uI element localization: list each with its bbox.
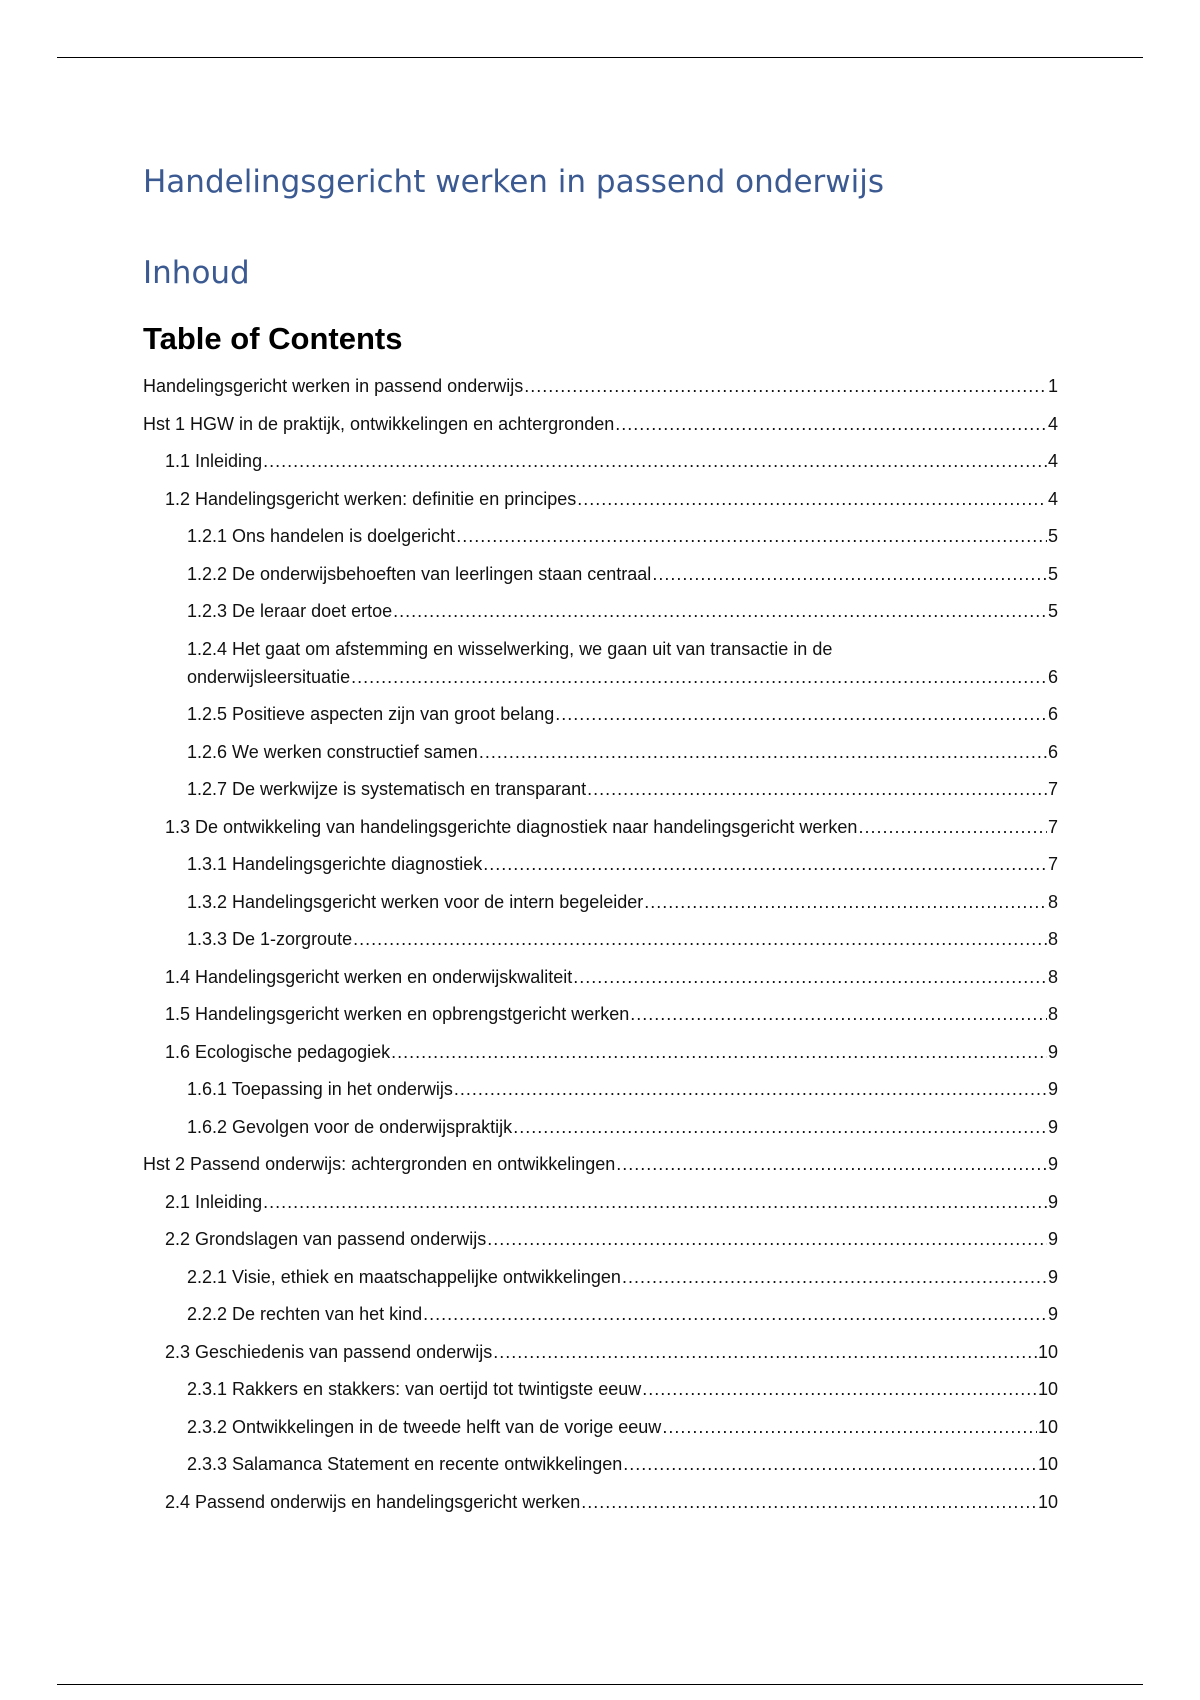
toc-entry[interactable] [143,775,1058,803]
toc-entry[interactable] [143,925,1058,953]
toc-entry-title: 2.3.2 Ontwikkelingen in de tweede helft van de vorige eeuw [187,1416,662,1437]
toc-entry-page-number: 4 [1047,488,1058,509]
toc-entry-row [187,663,1058,691]
toc-entry-page-number: 9 [1047,1304,1058,1324]
toc-entry[interactable] [143,410,1058,438]
toc-entry[interactable] [143,1338,1058,1366]
toc-dot-leader [524,372,1047,400]
toc-entry-title: 1.6.1 Toepassing in het onderwijs [187,1079,453,1099]
toc-entry-row [143,410,1058,438]
toc-dot-leader [263,1188,1047,1216]
toc-entry[interactable] [143,522,1058,550]
toc-dot-leader [662,1413,1037,1441]
toc-entry-page-number: 6 [1047,666,1058,687]
table-of-contents [143,372,1058,1525]
toc-entry-title: 1.3.2 Handelingsgericht werken voor de intern begeleider [187,891,644,912]
toc-entry[interactable] [143,1225,1058,1253]
toc-entry-row [187,925,1058,953]
toc-dot-leader [391,1038,1047,1066]
toc-entry-title: 1.2.3 De leraar doet ertoe [187,601,393,621]
toc-dot-leader [479,738,1047,766]
toc-entry-page-number: 9 [1047,1041,1058,1062]
toc-dot-leader [351,663,1047,691]
toc-entry[interactable] [143,888,1058,916]
toc-entry[interactable] [143,700,1058,728]
toc-entry-title: 2.3 Geschiedenis van passend onderwijs [165,1341,493,1362]
toc-entry-title: 1.6.2 Gevolgen voor de onderwijspraktijk [187,1116,513,1137]
toc-entry[interactable] [143,1300,1058,1328]
toc-dot-leader [353,925,1047,953]
toc-entry-page-number: 9 [1047,1229,1058,1249]
toc-entry[interactable] [143,1113,1058,1141]
toc-dot-leader [493,1338,1037,1366]
toc-dot-leader [456,522,1047,550]
toc-entry-title: 2.1 Inleiding [165,1191,263,1212]
toc-entry-title: onderwijsleersituatie [187,666,351,687]
toc-entry-row [187,1450,1058,1478]
toc-entry-page-number: 9 [1047,1191,1058,1212]
toc-entry-title: 1.2.5 Positieve aspecten zijn van groot belang [187,704,555,724]
toc-dot-leader [587,775,1047,803]
toc-entry-title: 2.4 Passend onderwijs en handelingsgericht werken [165,1491,581,1512]
toc-entry[interactable] [143,597,1058,625]
toc-entry[interactable] [143,963,1058,991]
toc-dot-leader [423,1300,1047,1328]
toc-entry-page-number: 4 [1047,413,1058,434]
toc-entry-page-number: 9 [1047,1154,1058,1174]
toc-entry[interactable] [143,1038,1058,1066]
toc-entry-row [165,1225,1058,1253]
toc-entry[interactable] [143,635,1058,691]
toc-entry-row [187,522,1058,550]
toc-entry-page-number: 8 [1047,891,1058,912]
toc-entry[interactable] [143,1188,1058,1216]
toc-dot-leader [622,1263,1047,1291]
toc-entry-row [187,700,1058,728]
toc-dot-leader [454,1075,1047,1103]
toc-entry-page-number: 10 [1037,1454,1058,1474]
toc-entry-row [165,1488,1058,1516]
toc-entry-title: 2.2 Grondslagen van passend onderwijs [165,1229,487,1249]
toc-entry-title: 1.2.6 We werken constructief samen [187,741,478,762]
toc-entry-row [165,1188,1058,1216]
toc-dot-leader [555,700,1047,728]
toc-entry-page-number: 7 [1047,779,1058,799]
toc-dot-leader [616,1150,1047,1178]
toc-entry-title: Handelingsgericht werken in passend onderwijs [143,376,524,396]
toc-entry-row [165,447,1058,475]
toc-entry-page-number: 9 [1047,1079,1058,1099]
toc-entry-page-number: 9 [1047,1116,1058,1137]
toc-entry-row [187,597,1058,625]
toc-entry-row [165,1338,1058,1366]
toc-entry-row [187,1113,1058,1141]
toc-entry-page-number: 9 [1047,1266,1058,1287]
toc-dot-leader [623,1450,1037,1478]
toc-dot-leader [513,1113,1047,1141]
toc-entry-page-number: 8 [1047,1004,1058,1024]
toc-entry-row [187,1075,1058,1103]
toc-entry-title: 2.3.1 Rakkers en stakkers: van oertijd tot twintigste eeuw [187,1379,642,1399]
toc-dot-leader [393,597,1047,625]
toc-entry-page-number: 8 [1047,966,1058,987]
toc-entry-page-number: 5 [1047,563,1058,584]
toc-entry-title: 1.3.1 Handelingsgerichte diagnostiek [187,854,483,874]
toc-entry-title: 1.2.2 De onderwijsbehoeften van leerlingen staan centraal [187,563,652,584]
toc-entry[interactable] [143,1263,1058,1291]
document-title: Handelingsgericht werken in passend onderwijs [143,164,884,200]
toc-entry[interactable] [143,1450,1058,1478]
toc-dot-leader [858,813,1047,841]
footer-rule [57,1684,1143,1685]
toc-entry-title: 1.4 Handelingsgericht werken en onderwijskwaliteit [165,966,573,987]
toc-entry-title: 1.5 Handelingsgericht werken en opbrengstgericht werken [165,1004,630,1024]
toc-entry[interactable] [143,738,1058,766]
toc-dot-leader [615,410,1047,438]
toc-entry-row [187,738,1058,766]
toc-entry-title: 1.3 De ontwikkeling van handelingsgerichte diagnostiek naar handelingsgericht werken [165,816,858,837]
toc-entry-title: Hst 2 Passend onderwijs: achtergronden en ontwikkelingen [143,1154,616,1174]
toc-entry-row [187,888,1058,916]
toc-entry-page-number: 5 [1047,526,1058,546]
toc-entry-title: 1.2 Handelingsgericht werken: definitie en principes [165,488,577,509]
toc-heading: Table of Contents [143,321,403,356]
toc-entry[interactable] [143,1413,1058,1441]
toc-entry-row [187,1300,1058,1328]
toc-entry-page-number: 8 [1047,929,1058,949]
header-rule [57,57,1143,58]
toc-entry-page-number: 6 [1047,741,1058,762]
toc-entry-page-number: 10 [1037,1341,1058,1362]
toc-entry-page-number: 5 [1047,601,1058,621]
toc-entry-page-number: 7 [1047,854,1058,874]
toc-entry-page-number: 10 [1037,1416,1058,1437]
toc-entry[interactable] [143,1488,1058,1516]
toc-dot-leader [483,850,1047,878]
section-heading: Inhoud [143,255,250,291]
toc-entry[interactable] [143,1075,1058,1103]
toc-entry[interactable] [143,372,1058,400]
toc-entry-row [143,372,1058,400]
toc-dot-leader [630,1000,1047,1028]
toc-entry[interactable] [143,1150,1058,1178]
toc-entry-row [187,1413,1058,1441]
toc-dot-leader [642,1375,1037,1403]
toc-dot-leader [577,485,1047,513]
toc-entry-row [187,1263,1058,1291]
toc-entry-page-number: 4 [1047,451,1058,471]
toc-entry-title: 1.1 Inleiding [165,451,263,471]
toc-entry-title: 1.6 Ecologische pedagogiek [165,1041,391,1062]
toc-entry-title: 1.2.7 De werkwijze is systematisch en transparant [187,779,587,799]
toc-entry-page-number: 1 [1047,376,1058,396]
toc-dot-leader [487,1225,1047,1253]
toc-entry-page-number: 6 [1047,704,1058,724]
toc-entry[interactable] [143,485,1058,513]
toc-entry-row [187,850,1058,878]
toc-entry-title: Hst 1 HGW in de praktijk, ontwikkelingen en achtergronden [143,413,615,434]
toc-entry-row [165,1038,1058,1066]
toc-entry[interactable] [143,560,1058,588]
toc-entry-title: 2.3.3 Salamanca Statement en recente ontwikkelingen [187,1454,623,1474]
toc-entry-title: 2.2.2 De rechten van het kind [187,1304,423,1324]
toc-entry-title: 1.2.1 Ons handelen is doelgericht [187,526,456,546]
toc-entry-row [187,1375,1058,1403]
toc-entry-row [165,1000,1058,1028]
toc-entry-title: 1.3.3 De 1-zorgroute [187,929,353,949]
toc-entry-title: 2.2.1 Visie, ethiek en maatschappelijke ontwikkelingen [187,1266,621,1287]
toc-entry-row [165,485,1058,513]
toc-entry-row [165,813,1058,841]
toc-dot-leader [573,963,1047,991]
toc-dot-leader [644,888,1047,916]
toc-entry-row [187,560,1058,588]
toc-entry-title-line: 1.2.4 Het gaat om afstemming en wisselwerking, we gaan uit van transactie in de [187,638,833,659]
toc-entry-row [165,963,1058,991]
toc-entry[interactable] [143,850,1058,878]
toc-dot-leader [581,1488,1037,1516]
toc-entry[interactable] [143,1000,1058,1028]
toc-dot-leader [263,447,1047,475]
toc-entry-row [143,1150,1058,1178]
toc-entry[interactable] [143,447,1058,475]
toc-entry[interactable] [143,813,1058,841]
toc-entry-row [187,775,1058,803]
toc-entry[interactable] [143,1375,1058,1403]
toc-entry-page-number: 10 [1037,1491,1058,1512]
toc-entry-page-number: 7 [1047,816,1058,837]
toc-entry-page-number: 10 [1037,1379,1058,1399]
toc-dot-leader [652,560,1047,588]
